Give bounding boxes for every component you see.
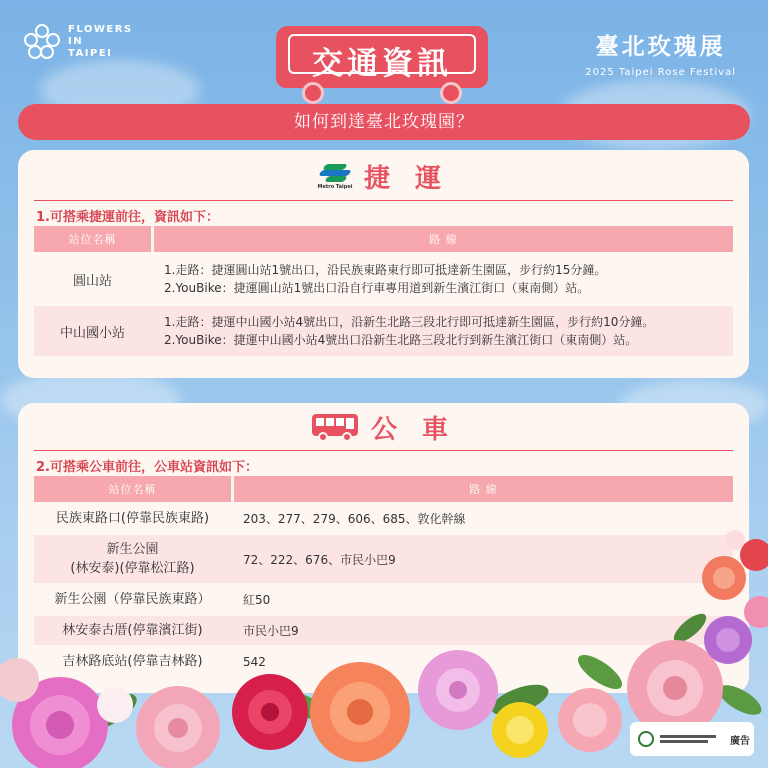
wheel-icon [302,82,324,104]
bus-section-label: 2.可搭乘公車前往，公車站資訊如下： [36,460,258,475]
table-row [34,304,733,356]
page-title: 交通資訊 [312,46,452,82]
metro-heading: 捷 運 [363,164,450,194]
page-title-badge [276,26,488,98]
column-header: 路 線 [231,476,733,502]
bus-panel [18,403,749,693]
station-name: 圓山站 [34,252,151,304]
table-row [34,583,733,614]
divider [34,200,733,201]
metro-table [34,226,733,356]
route-walk: 1.走路：捷運中山國小站4號出口，沿新生北路三段北行即可抵達新生園區，步行約10分鐘。 [164,315,655,329]
divider [34,450,733,451]
station-name-line2: (林安泰)(停靠松江路) [70,561,195,576]
station-name: 新生公園（停靠民族東路） [34,583,231,614]
wheel-icon [440,82,462,104]
column-header: 站位名稱 [34,226,151,252]
logo-line-in: IN [68,36,84,47]
metro-taipei-icon [318,164,352,190]
sponsor-badge [630,722,754,756]
route-youbike: 2.YouBike：捷運圓山站1號出口沿自行車專用道到新生濱江街口（東南側）站。 [164,281,590,295]
column-header: 站位名稱 [34,476,231,502]
station-name-line1: 新生公園 [106,542,159,557]
metro-panel [18,150,749,378]
table-row [34,614,733,645]
bus-table [34,476,733,676]
metro-logo-caption: Metro Taipei [317,183,353,190]
ad-label: 廣告 [730,735,750,747]
station-name: 民族東路口(停靠民族東路) [34,502,231,533]
subtitle-banner: 如何到達臺北玫瑰園？ [18,104,750,140]
agency-emblem-icon [638,731,654,747]
station-name [34,533,231,583]
flowers-in-taipei-logo [24,24,133,60]
station-name: 吉林路底站(停靠吉林路) [34,645,231,676]
route-youbike: 2.YouBike：捷運中山國小站4號出口沿新生北路三段北行到新生濱江街口（東南側）站。 [164,333,638,347]
logo-line-taipei: TAIPEI [68,48,113,59]
route-walk: 1.走路：捷運圓山站1號出口，沿民族東路東行即可抵達新生園區，步行約15分鐘。 [164,263,607,277]
bus-heading: 公 車 [370,415,457,445]
bus-routes: 203、277、279、606、685、敦化幹線 [231,502,733,533]
table-row [34,252,733,304]
festival-subtitle: 2025 Taipei Rose Festival [585,67,736,78]
bus-icon [311,413,359,443]
route-info [151,304,733,356]
bus-routes: 542 [231,645,733,676]
route-info [151,252,733,304]
table-row [34,533,733,583]
bus-routes: 紅50 [231,583,733,614]
bus-routes: 市民小巴9 [231,614,733,645]
festival-title: 臺北玫瑰展 [595,34,726,60]
station-name: 林安泰古厝(停靠濱江街) [34,614,231,645]
column-header: 路 線 [151,226,733,252]
table-row [34,645,733,676]
flower-logo-icon [24,24,60,60]
table-row [34,502,733,533]
agency-logo-text [660,733,720,745]
bus-routes: 72、222、676、市民小巴9 [231,533,733,583]
rose-festival-logo [585,28,736,78]
logo-line-flowers: FLOWERS [68,24,133,35]
station-name: 中山國小站 [34,304,151,356]
metro-section-label: 1.可搭乘捷運前往，資訊如下： [36,210,219,225]
